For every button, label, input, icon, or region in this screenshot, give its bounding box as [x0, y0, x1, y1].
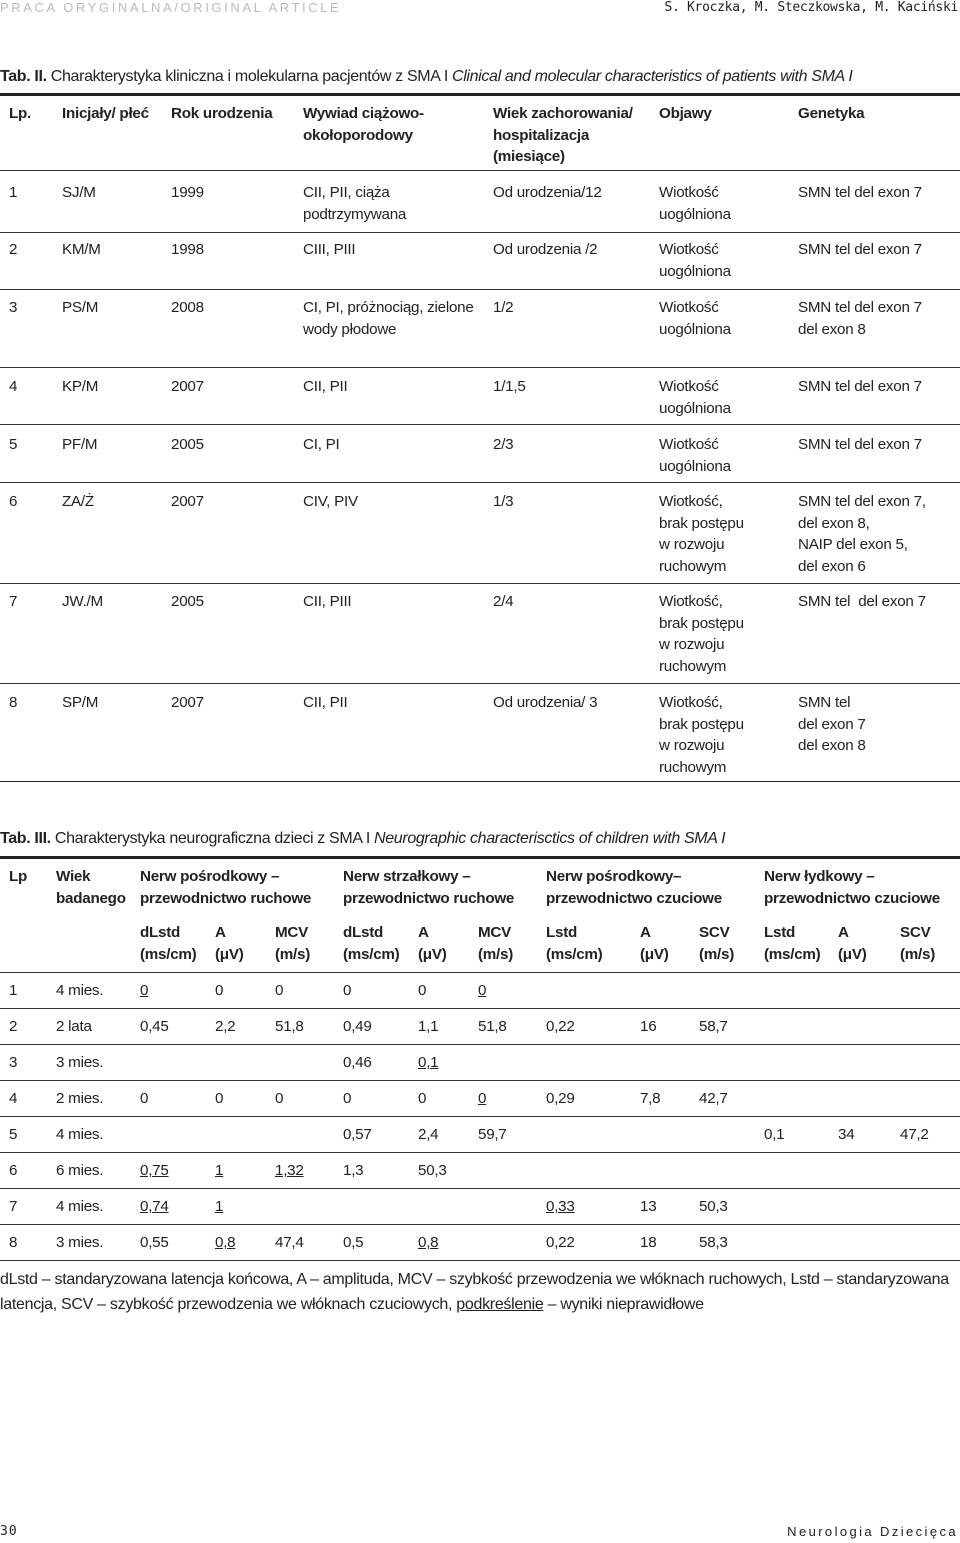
- table3-row-divider: [0, 1044, 960, 1045]
- table2-row2-lp: 2: [9, 241, 18, 258]
- table2-row6-history: CIV, PIV: [303, 493, 358, 510]
- table2-row1-initials: SJ/M: [62, 184, 96, 201]
- table3-caption-en: Neurographic characterisctics of children with SMA I: [374, 830, 726, 847]
- table3-row-divider: [0, 1260, 960, 1261]
- table3-row1-cell-2: 0: [275, 982, 284, 999]
- table2-caption-en: Clinical and molecular characteristics of patients with SMA I: [452, 68, 853, 85]
- table3-group-header-lp: Lp: [9, 868, 28, 885]
- table3-row8-lp: 8: [9, 1234, 18, 1251]
- table2-row6-onset: 1/3: [493, 493, 514, 510]
- table2-header-symptoms: Objawy: [659, 105, 712, 122]
- table2-row5-initials: PF/M: [62, 436, 98, 453]
- table3-row-divider: [0, 1080, 960, 1081]
- table2-row5-onset: 2/3: [493, 436, 514, 453]
- table2-row1-birth_year: 1999: [171, 184, 204, 201]
- table3-row4-age: 2 mies.: [56, 1090, 104, 1107]
- table2-row8-genetics: SMN tel del exon 7 del exon 8: [798, 694, 866, 754]
- table2-row-divider: [0, 482, 960, 483]
- table3-row-divider: [0, 1224, 960, 1225]
- table3-row7-age: 4 mies.: [56, 1198, 104, 1215]
- table3-row8-cell-3: 0,5: [343, 1234, 364, 1251]
- table3-row1-cell-0: 0: [140, 982, 149, 999]
- table3-row2-cell-4: 1,1: [418, 1018, 439, 1035]
- table3-row2-age: 2 lata: [56, 1018, 92, 1035]
- table3-row-divider: [0, 1188, 960, 1189]
- journal-name: Neurologia Dziecięca: [787, 1524, 958, 1539]
- table3-group-header-sural_sensory: Nerw łydkowy – przewodnictwo czuciowe: [764, 868, 940, 907]
- table3-row5-age: 4 mies.: [56, 1126, 104, 1143]
- table3-row2-cell-0: 0,45: [140, 1018, 169, 1035]
- table3-subheader-9: Lstd (ms/cm): [764, 924, 821, 963]
- table2-row4-genetics: SMN tel del exon 7: [798, 378, 922, 395]
- table3-row8-cell-2: 47,4: [275, 1234, 304, 1251]
- table2-row4-history: CII, PII: [303, 378, 348, 395]
- table2-row7-history: CII, PIII: [303, 593, 352, 610]
- table3-header-rule: [0, 972, 960, 973]
- table2-row7-onset: 2/4: [493, 593, 514, 610]
- table2-row1-history: CII, PII, ciąża podtrzymywana: [303, 184, 407, 223]
- table3-row6-age: 6 mies.: [56, 1162, 104, 1179]
- table2-row-divider: [0, 683, 960, 684]
- table3-row3-lp: 3: [9, 1054, 18, 1071]
- table3-subheader-10: A (μV): [838, 924, 867, 963]
- table3-row1-lp: 1: [9, 982, 18, 999]
- table2-row4-birth_year: 2007: [171, 378, 204, 395]
- table2-row7-lp: 7: [9, 593, 18, 610]
- page-number: 30: [0, 1524, 18, 1539]
- table2-row1-lp: 1: [9, 184, 18, 201]
- table3-row4-cell-5: 0: [478, 1090, 487, 1107]
- table3-subheader-4: A (μV): [418, 924, 447, 963]
- table3-row-divider: [0, 1008, 960, 1009]
- table2-row8-onset: Od urodzenia/ 3: [493, 694, 598, 711]
- table3-row6-cell-1: 1: [215, 1162, 224, 1179]
- table2-header-birth_year: Rok urodzenia: [171, 105, 273, 122]
- table3-row6-cell-4: 50,3: [418, 1162, 447, 1179]
- table3-row-divider: [0, 1116, 960, 1117]
- table3-row5-cell-5: 59,7: [478, 1126, 507, 1143]
- table2-row1-genetics: SMN tel del exon 7: [798, 184, 922, 201]
- table3-row3-age: 3 mies.: [56, 1054, 104, 1071]
- table3-subheader-3: dLstd (ms/cm): [343, 924, 400, 963]
- table2-row7-initials: JW./M: [62, 593, 103, 610]
- table2-header-genetics: Genetyka: [798, 105, 865, 122]
- table2-row5-history: CI, PI: [303, 436, 340, 453]
- table3-row2-cell-2: 51,8: [275, 1018, 304, 1035]
- table2-row6-initials: ZA/Ż: [62, 493, 94, 510]
- table2-row-divider: [0, 367, 960, 368]
- table2-top-rule: [0, 93, 960, 96]
- table3-subheader-11: SCV (m/s): [900, 924, 936, 963]
- table3-row4-cell-0: 0: [140, 1090, 149, 1107]
- table2-row8-history: CII, PII: [303, 694, 348, 711]
- legend-underlined: podkreślenie: [456, 1295, 544, 1313]
- table2-caption: [0, 68, 852, 86]
- table2-row5-genetics: SMN tel del exon 7: [798, 436, 922, 453]
- table3-row5-cell-11: 47,2: [900, 1126, 929, 1143]
- table2-row3-symptoms: Wiotkość uogólniona: [659, 299, 731, 338]
- table2-row4-initials: KP/M: [62, 378, 99, 395]
- table2-row8-initials: SP/M: [62, 694, 99, 711]
- table3-row8-age: 3 mies.: [56, 1234, 104, 1251]
- table2-row3-genetics: SMN tel del exon 7 del exon 8: [798, 299, 922, 338]
- table2-row4-onset: 1/1,5: [493, 378, 526, 395]
- table2-header-history: Wywiad ciążowo- okołoporodowy: [303, 105, 424, 144]
- table2-row2-symptoms: Wiotkość uogólniona: [659, 241, 731, 280]
- table2-row-divider: [0, 424, 960, 425]
- table2-header-initials: Inicjały/ płeć: [62, 105, 149, 122]
- table2-row6-symptoms: Wiotkość, brak postępu w rozwoju ruchowym: [659, 493, 744, 575]
- table3-row8-cell-1: 0,8: [215, 1234, 236, 1251]
- table3-row4-cell-2: 0: [275, 1090, 284, 1107]
- table2-row7-symptoms: Wiotkość, brak postępu w rozwoju ruchowym: [659, 593, 744, 675]
- table3-row3-cell-3: 0,46: [343, 1054, 372, 1071]
- table2-row5-lp: 5: [9, 436, 18, 453]
- table3-row8-cell-0: 0,55: [140, 1234, 169, 1251]
- table3-caption-pl: Charakterystyka neurograficzna dzieci z SMA I: [54, 830, 375, 847]
- table3-row6-cell-2: 1,32: [275, 1162, 304, 1179]
- table2-row7-genetics: SMN tel del exon 7: [798, 593, 926, 610]
- table3-row7-cell-6: 0,33: [546, 1198, 575, 1215]
- table3-subheader-7: A (μV): [640, 924, 669, 963]
- table3-group-header-median_motor: Nerw pośrodkowy – przewodnictwo ruchowe: [140, 868, 312, 907]
- table3-row7-cell-8: 50,3: [699, 1198, 728, 1215]
- table3-row2-cell-3: 0,49: [343, 1018, 372, 1035]
- table2-row1-onset: Od urodzenia/12: [493, 184, 602, 201]
- table3-row7-cell-1: 1: [215, 1198, 224, 1215]
- table3-row3-cell-4: 0,1: [418, 1054, 439, 1071]
- table2-row2-history: CIII, PIII: [303, 241, 356, 258]
- table3-row6-lp: 6: [9, 1162, 18, 1179]
- table3-row4-cell-7: 7,8: [640, 1090, 661, 1107]
- table3-row8-cell-4: 0,8: [418, 1234, 439, 1251]
- table3-group-header-peroneal_motor: Nerw strzałkowy – przewodnictwo ruchowe: [343, 868, 515, 907]
- table3-subheader-2: MCV (m/s): [275, 924, 311, 963]
- table3-row2-cell-7: 16: [640, 1018, 657, 1035]
- table2-row4-lp: 4: [9, 378, 18, 395]
- table3-row1-cell-3: 0: [343, 982, 352, 999]
- table2-row5-birth_year: 2005: [171, 436, 204, 453]
- table2-row8-lp: 8: [9, 694, 18, 711]
- table3-row1-cell-5: 0: [478, 982, 487, 999]
- table3-row1-cell-1: 0: [215, 982, 224, 999]
- table3-row2-cell-8: 58,7: [699, 1018, 728, 1035]
- table3-row5-cell-10: 34: [838, 1126, 855, 1143]
- table2-header-rule: [0, 170, 960, 171]
- table2-row5-symptoms: Wiotkość uogólniona: [659, 436, 731, 475]
- table3-row2-cell-1: 2,2: [215, 1018, 236, 1035]
- table2-row6-birth_year: 2007: [171, 493, 204, 510]
- legend-part1: dLstd – standaryzowana latencja końcowa, A – amplituda, MCV – szybkość przewodzenia we włóknach ruchowych, Lstd – standaryzowana latencja, SCV – szybkość przewodzenia we włóknach czuciowych,: [0, 1271, 949, 1313]
- table3-group-header-median_sensory: Nerw pośrodkowy– przewodnictwo czuciowe: [546, 868, 722, 907]
- table2-row6-genetics: SMN tel del exon 7, del exon 8, NAIP del exon 5, del exon 6: [798, 493, 926, 575]
- table3-label: Tab. III.: [0, 830, 51, 847]
- table2-caption-pl: Charakterystyka kliniczna i molekularna pacjentów z SMA I: [50, 68, 453, 85]
- table3-row5-cell-3: 0,57: [343, 1126, 372, 1143]
- table3-row5-cell-4: 2,4: [418, 1126, 439, 1143]
- table3-subheader-0: dLstd (ms/cm): [140, 924, 197, 963]
- table2-row1-symptoms: Wiotkość uogólniona: [659, 184, 731, 223]
- table3-row4-cell-3: 0: [343, 1090, 352, 1107]
- table2-row2-birth_year: 1998: [171, 241, 204, 258]
- table2-row7-birth_year: 2005: [171, 593, 204, 610]
- table3-row5-cell-9: 0,1: [764, 1126, 785, 1143]
- table2-row3-lp: 3: [9, 299, 18, 316]
- table3-caption: [0, 830, 725, 848]
- table3-row4-cell-4: 0: [418, 1090, 427, 1107]
- table2-row3-birth_year: 2008: [171, 299, 204, 316]
- table3-subheader-8: SCV (m/s): [699, 924, 735, 963]
- table3-subheader-5: MCV (m/s): [478, 924, 514, 963]
- table3-top-rule: [0, 856, 960, 859]
- table3-row8-cell-8: 58,3: [699, 1234, 728, 1251]
- table2-header-onset: Wiek zachorowania/ hospitalizacja (miesiące): [493, 105, 633, 165]
- table2-row8-symptoms: Wiotkość, brak postępu w rozwoju ruchowym: [659, 694, 744, 776]
- table2-row2-onset: Od urodzenia /2: [493, 241, 598, 258]
- table3-row2-cell-6: 0,22: [546, 1018, 575, 1035]
- table3-row2-cell-5: 51,8: [478, 1018, 507, 1035]
- table3-subheader-6: Lstd (ms/cm): [546, 924, 603, 963]
- table2-row8-birth_year: 2007: [171, 694, 204, 711]
- table3-row7-cell-0: 0,74: [140, 1198, 169, 1215]
- table3-row1-age: 4 mies.: [56, 982, 104, 999]
- table3-row5-lp: 5: [9, 1126, 18, 1143]
- table2-row3-history: CI, PI, próżnociąg, zielone wody płodowe: [303, 299, 474, 338]
- table3-row4-lp: 4: [9, 1090, 18, 1107]
- table3-row4-cell-1: 0: [215, 1090, 224, 1107]
- table2-label: Tab. II.: [0, 68, 47, 85]
- table3-row8-cell-6: 0,22: [546, 1234, 575, 1251]
- table2-bottom-rule: [0, 781, 960, 782]
- table3-row-divider: [0, 1152, 960, 1153]
- table3-row6-cell-3: 1,3: [343, 1162, 364, 1179]
- table2-row4-symptoms: Wiotkość uogólniona: [659, 378, 731, 417]
- table3-row1-cell-4: 0: [418, 982, 427, 999]
- table2-row-divider: [0, 583, 960, 584]
- legend-part2: – wyniki nieprawidłowe: [543, 1295, 704, 1313]
- table2-row2-initials: KM/M: [62, 241, 101, 258]
- table2-row-divider: [0, 232, 960, 233]
- table3-row2-lp: 2: [9, 1018, 18, 1035]
- running-header-section: PRACA ORYGINALNA/ORIGINAL ARTICLE: [0, 0, 342, 15]
- table2-row2-genetics: SMN tel del exon 7: [798, 241, 922, 258]
- table3-legend: [0, 1268, 960, 1317]
- table3-row7-lp: 7: [9, 1198, 18, 1215]
- table2-row3-initials: PS/M: [62, 299, 99, 316]
- table3-subheader-1: A (μV): [215, 924, 244, 963]
- table2-row-divider: [0, 289, 960, 290]
- table3-row6-cell-0: 0,75: [140, 1162, 169, 1179]
- table3-row8-cell-7: 18: [640, 1234, 657, 1251]
- table2-header-lp: Lp.: [9, 105, 32, 122]
- table3-row4-cell-6: 0,29: [546, 1090, 575, 1107]
- table3-group-header-age: Wiek badanego: [56, 868, 126, 907]
- table3-row7-cell-7: 13: [640, 1198, 657, 1215]
- running-header-authors: S. Kroczka, M. Steczkowska, M. Kaciński: [664, 0, 958, 15]
- table3-row4-cell-8: 42,7: [699, 1090, 728, 1107]
- table2-row3-onset: 1/2: [493, 299, 514, 316]
- table2-row6-lp: 6: [9, 493, 18, 510]
